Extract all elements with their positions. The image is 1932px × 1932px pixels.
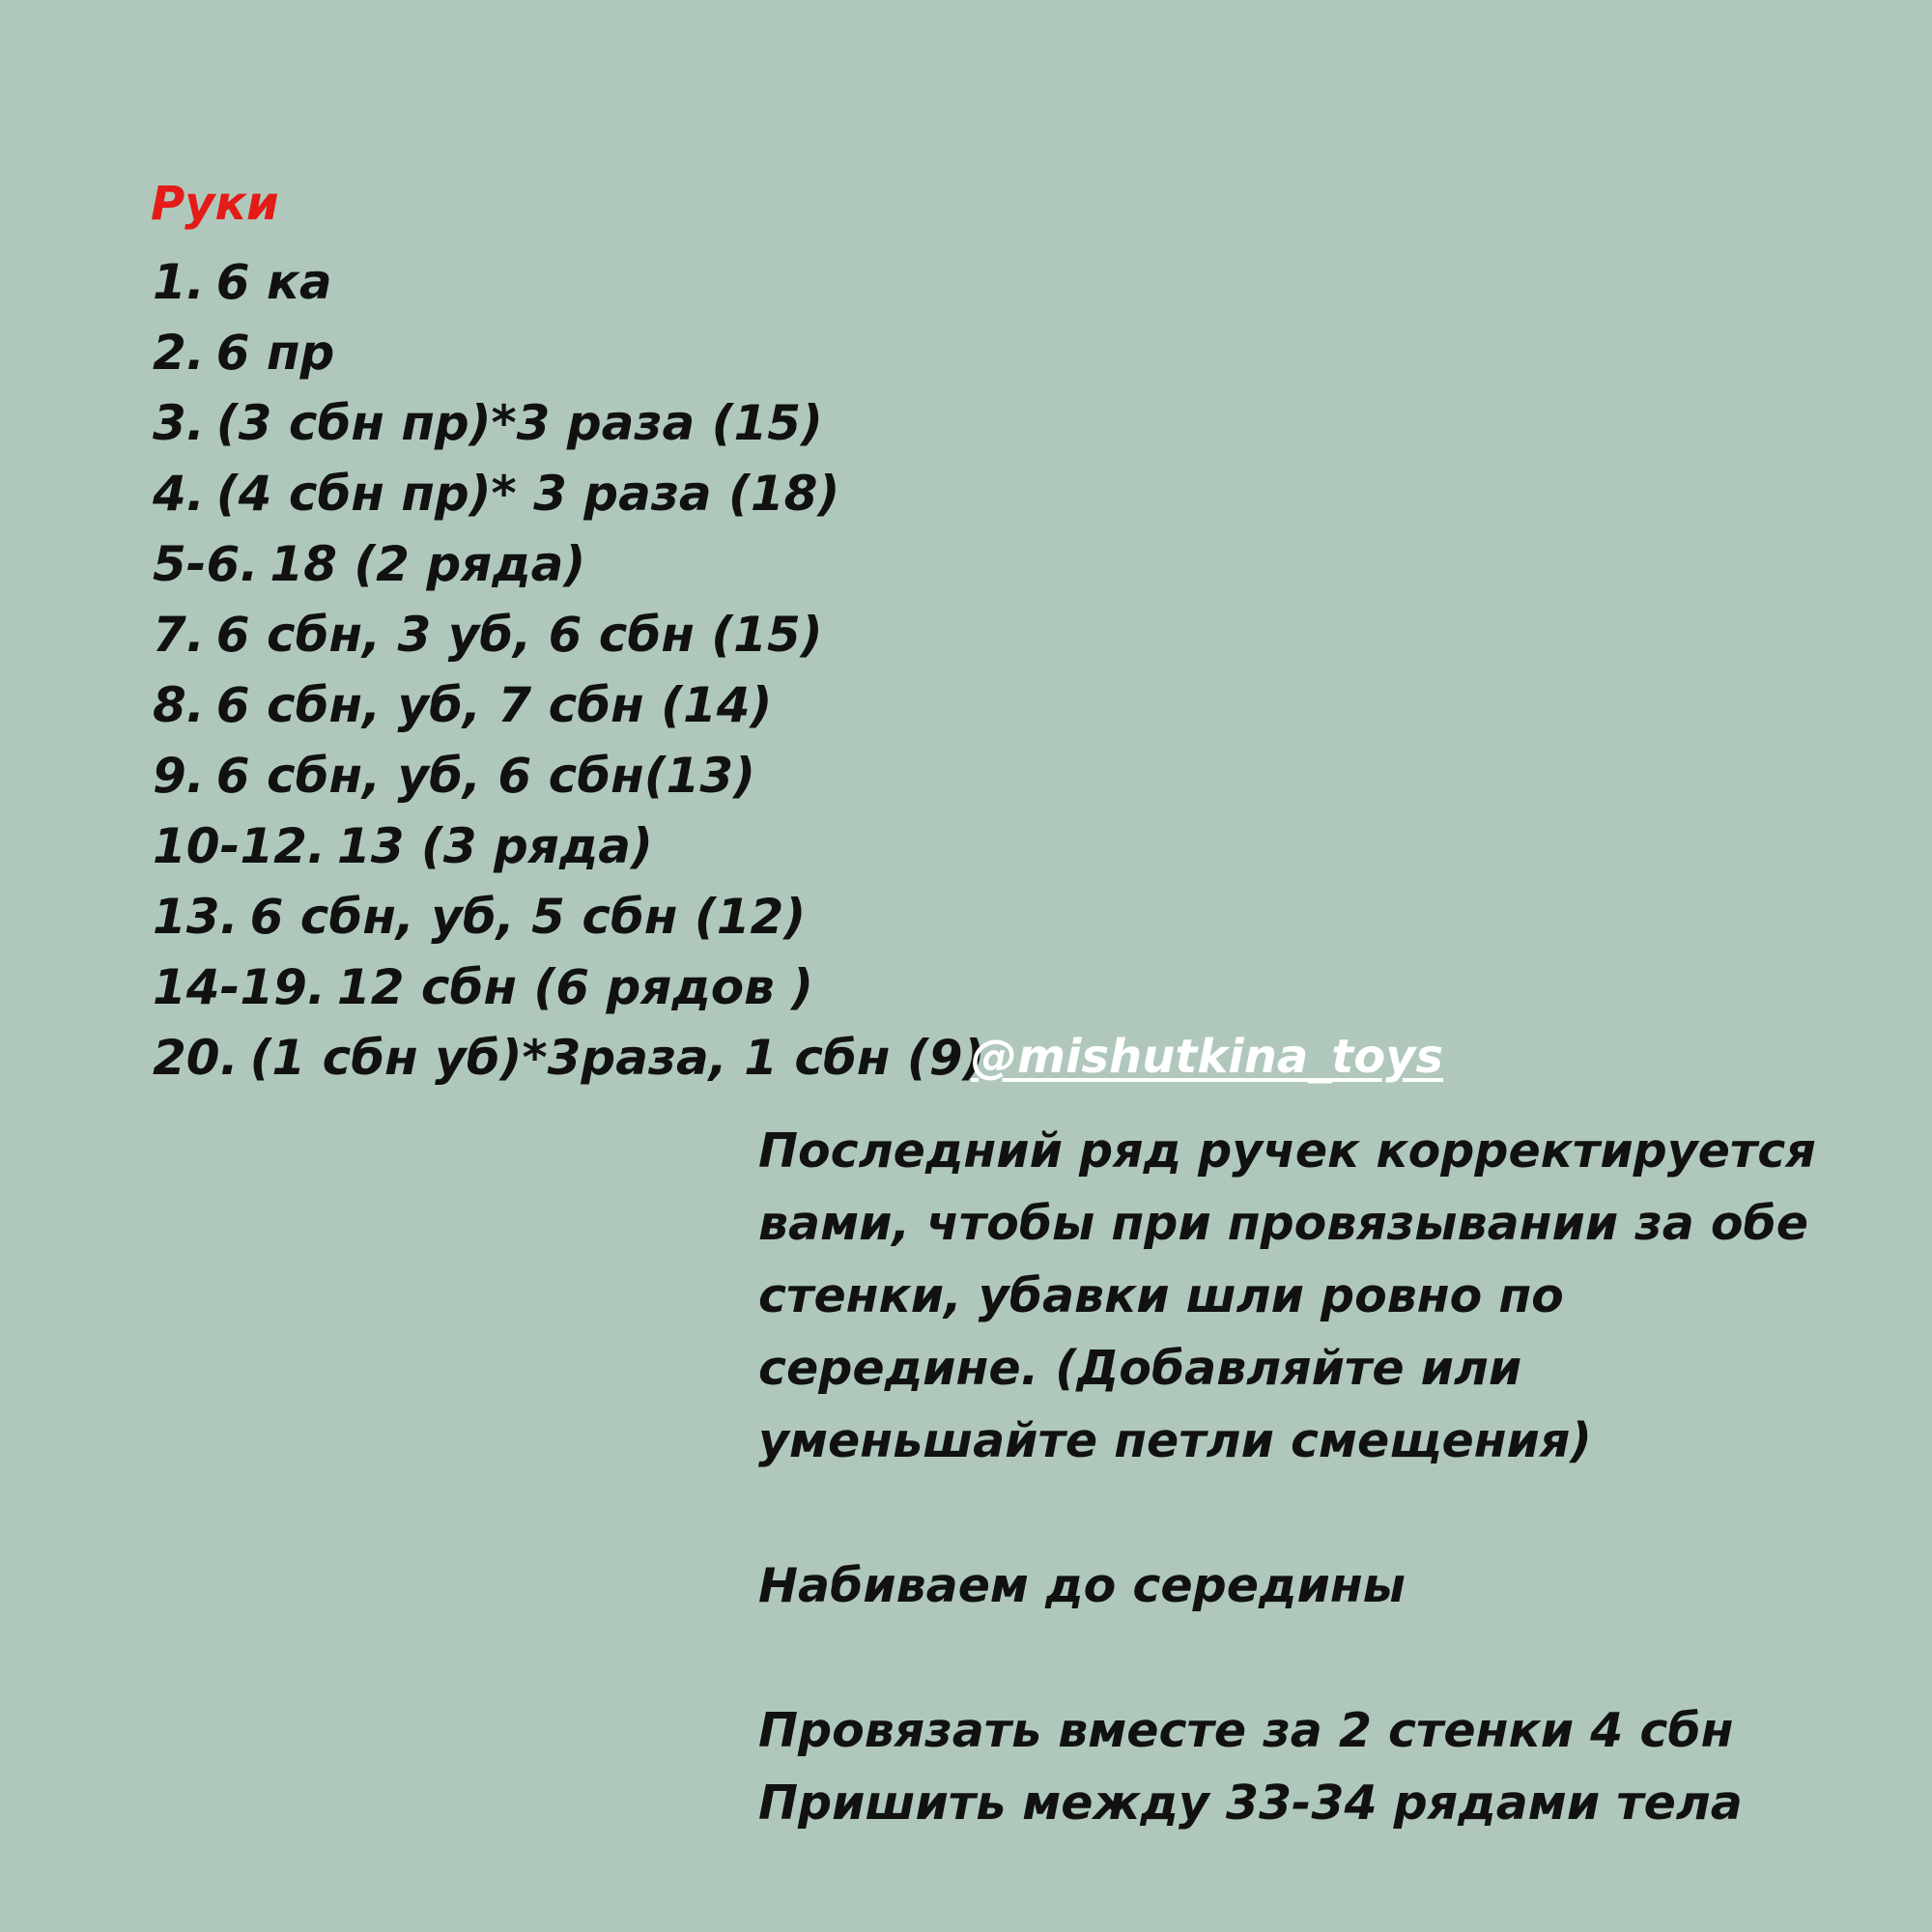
step-number: 8.: [153, 677, 205, 733]
author-handle[interactable]: @mishutkina_toys: [971, 1030, 1444, 1084]
step-text: 6 сбн, 3 уб, 6 сбн (15): [215, 607, 823, 663]
step-text: (1 сбн уб)*3раза, 1 сбн (9): [249, 1030, 985, 1086]
step-text: 6 сбн, уб, 5 сбн (12): [249, 889, 807, 945]
step-text: 6 сбн, уб, 7 сбн (14): [215, 677, 773, 733]
step-text: (4 сбн пр)* 3 раза (18): [215, 466, 840, 522]
pattern-steps: [153, 247, 984, 1094]
step-row: [153, 670, 984, 741]
step-row: [153, 1023, 984, 1094]
step-number: 3.: [153, 395, 205, 451]
section-title: Руки: [151, 177, 279, 231]
step-text: 18 (2 ряда): [270, 536, 586, 592]
finish-note-2: Пришить между 33-34 рядами тела: [758, 1776, 1743, 1831]
stuffing-note: Набиваем до середины: [758, 1558, 1406, 1613]
step-row: [153, 318, 984, 388]
note-line: Последний ряд ручек корректируется: [758, 1123, 1816, 1179]
step-number: 14-19.: [153, 959, 326, 1015]
step-number: 4.: [153, 466, 205, 522]
finish-note-1: Провязать вместе за 2 стенки 4 сбн: [758, 1703, 1734, 1758]
step-text: 6 пр: [215, 325, 335, 381]
step-number: 13.: [153, 889, 239, 945]
step-row: [153, 247, 984, 318]
note-line: стенки, убавки шли ровно по: [758, 1268, 1564, 1323]
spacer: [758, 1622, 1898, 1694]
step-row: [153, 811, 984, 882]
step-row: [153, 600, 984, 670]
note-line: уменьшайте петли смещения): [758, 1413, 1592, 1468]
step-text: 6 ка: [215, 254, 332, 310]
step-number: 1.: [153, 254, 205, 310]
note-line: вами, чтобы при провязывании за обе: [758, 1196, 1808, 1251]
step-row: [153, 529, 984, 600]
step-number: 9.: [153, 748, 205, 804]
step-number: 20.: [153, 1030, 239, 1086]
step-text: 12 сбн (6 рядов ): [336, 959, 813, 1015]
step-row: [153, 459, 984, 529]
step-number: 5-6.: [153, 536, 259, 592]
notes-block: [758, 1115, 1898, 1839]
step-text: 6 сбн, уб, 6 сбн(13): [215, 748, 755, 804]
step-row: [153, 952, 984, 1023]
spacer: [758, 1477, 1898, 1549]
step-row: [153, 882, 984, 952]
step-number: 7.: [153, 607, 205, 663]
note-line: середине. (Добавляйте или: [758, 1341, 1522, 1396]
step-text: (3 сбн пр)*3 раза (15): [215, 395, 823, 451]
step-row: [153, 388, 984, 459]
step-number: 2.: [153, 325, 205, 381]
step-number: 10-12.: [153, 818, 326, 874]
step-row: [153, 741, 984, 811]
step-text: 13 (3 ряда): [336, 818, 653, 874]
